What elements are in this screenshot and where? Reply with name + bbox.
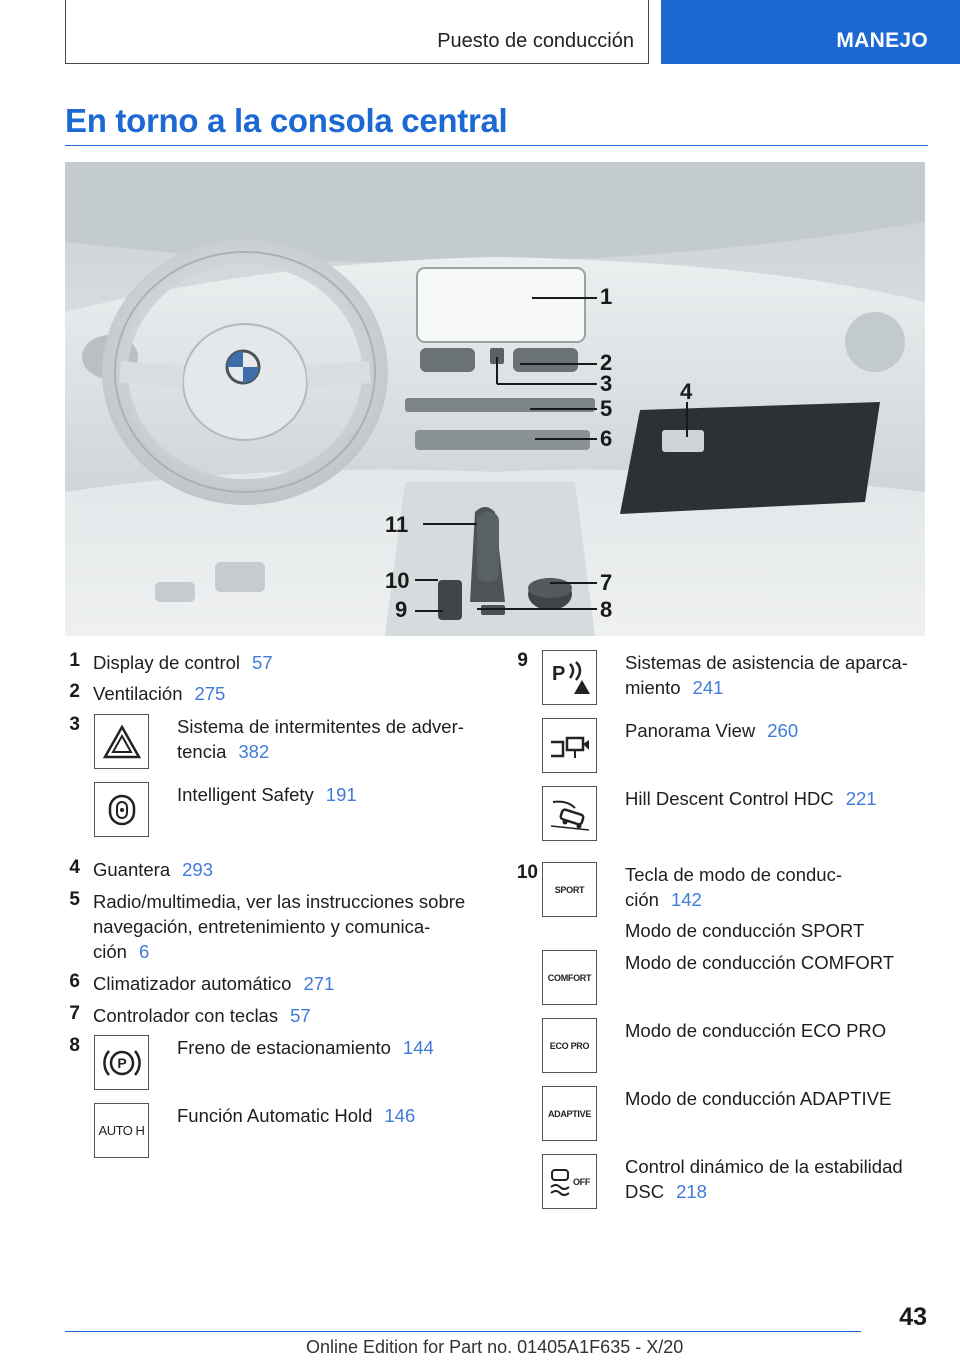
list-item-intelligent-safety (177, 782, 357, 807)
auto-h-icon (94, 1103, 149, 1158)
item-text-line: Radio/multimedia, ver las instrucciones sobre (93, 891, 466, 912)
item-number-6: 6 (69, 971, 80, 992)
page-link[interactable]: 144 (402, 1037, 434, 1058)
page-link[interactable]: 293 (182, 859, 214, 880)
page-link[interactable]: 142 (670, 889, 702, 910)
list-item-ventilation (93, 681, 225, 706)
list-item-controller (93, 1003, 311, 1028)
list-item-park-assist (625, 650, 908, 700)
item-number-7: 7 (69, 1003, 80, 1024)
callout-6: 6 (600, 426, 613, 451)
park-assist-icon (542, 650, 597, 705)
title-divider (65, 145, 928, 146)
list-item-panorama-view (625, 718, 798, 743)
footer-divider (65, 1331, 861, 1332)
page-link[interactable]: 146 (384, 1105, 416, 1126)
item-text: Freno de estacionamiento (177, 1037, 391, 1058)
item-text-line: miento (625, 677, 681, 698)
item-text: Modo de conducción COMFORT (625, 952, 895, 973)
dsc-off-icon (542, 1154, 597, 1209)
item-text: Intelligent Safety (177, 784, 314, 805)
item-text: Display de control (93, 652, 241, 673)
page-number: 43 (899, 1303, 927, 1331)
item-number-9: 9 (517, 650, 528, 671)
list-item-climate (93, 971, 334, 996)
page-link[interactable]: 271 (303, 973, 335, 994)
page-link[interactable]: 275 (194, 683, 226, 704)
intelligent-safety-icon (94, 782, 149, 837)
item-text: Hill Descent Control HDC (625, 788, 834, 809)
item-text: Ventilación (93, 683, 183, 704)
hill-descent-icon (542, 786, 597, 841)
header-chapter-tab[interactable] (661, 0, 960, 64)
list-item-comfort (625, 950, 894, 975)
item-text: Controlador con teclas (93, 1005, 279, 1026)
item-text-line: Control dinámico de la estabilidad (625, 1156, 903, 1177)
header-section-box (65, 0, 649, 64)
list-item-radio (93, 889, 465, 964)
callout-11: 11 (385, 512, 409, 537)
list-item-eco-pro (625, 1018, 886, 1043)
item-number-3: 3 (69, 714, 80, 735)
comfort-mode-icon-label: COMFORT (547, 972, 592, 983)
item-text-line: ción (625, 889, 659, 910)
item-text: Modo de conducción ADAPTIVE (625, 1088, 892, 1109)
page-title: En torno a la consola central (65, 102, 508, 139)
item-number-10: 10 (516, 862, 538, 883)
page-link[interactable]: 57 (290, 1005, 311, 1026)
callout-3: 3 (600, 371, 613, 396)
list-item-hazard (177, 714, 464, 764)
callout-2: 2 (600, 350, 613, 375)
page-link[interactable]: 382 (238, 741, 270, 762)
item-text-line: DSC (625, 1181, 665, 1202)
item-number-8: 8 (69, 1035, 80, 1056)
item-number-2: 2 (69, 681, 80, 702)
callout-10: 10 (385, 568, 410, 593)
callout-5: 5 (600, 396, 613, 421)
list-item-hill-descent (625, 786, 877, 811)
page-link[interactable]: 6 (138, 941, 150, 962)
page-link[interactable]: 221 (845, 788, 877, 809)
item-text-line: Sistemas de asistencia de aparca- (625, 652, 908, 673)
eco-pro-mode-icon (542, 1018, 597, 1073)
item-text-line: Tecla de modo de conduc- (625, 864, 842, 885)
item-number-1: 1 (69, 650, 80, 671)
page-link[interactable]: 191 (325, 784, 357, 805)
callout-8: 8 (600, 597, 613, 622)
page-link[interactable]: 218 (676, 1181, 707, 1202)
auto-h-icon-label: AUTO H (98, 1123, 145, 1138)
center-console-illustration (65, 162, 925, 636)
list-item-adaptive (625, 1086, 891, 1111)
item-text-line: ción (93, 941, 127, 962)
sport-mode-icon-label: SPORT (554, 884, 585, 895)
hazard-triangle-icon (94, 714, 149, 769)
eco-pro-mode-icon-label: ECO PRO (549, 1040, 590, 1051)
svg-text:P: P (116, 1054, 127, 1071)
list-item-glovebox (93, 857, 213, 882)
footer-edition: Online Edition for Part no. 01405A1F635 - X/20 (306, 1337, 684, 1357)
callout-4: 4 (680, 379, 693, 404)
item-number-4: 4 (69, 857, 80, 878)
panorama-view-icon (542, 718, 597, 773)
item-text: Función Automatic Hold (177, 1105, 373, 1126)
dsc-off-icon-label: OFF (572, 1176, 591, 1187)
list-item-display (93, 650, 273, 675)
header-section-title: Puesto de conducción (437, 30, 634, 52)
list-item-driving-mode (625, 862, 864, 943)
adaptive-mode-icon (542, 1086, 597, 1141)
item-subtext: Modo de conducción SPORT (625, 920, 865, 941)
header-chapter-label: MANEJO (836, 29, 928, 52)
list-item-parking-brake (177, 1035, 434, 1060)
item-text: Guantera (93, 859, 171, 880)
item-text: Modo de conducción ECO PRO (625, 1020, 887, 1041)
svg-text:P: P (551, 662, 565, 685)
item-text-line: navegación, entretenimiento y comunica- (93, 916, 431, 937)
callout-1: 1 (600, 284, 613, 309)
item-text: Panorama View (625, 720, 756, 741)
page-link[interactable]: 260 (767, 720, 799, 741)
callout-7: 7 (600, 570, 613, 595)
item-number-5: 5 (69, 889, 80, 910)
adaptive-mode-icon-label: ADAPTIVE (547, 1108, 592, 1119)
item-text: Climatizador automático (93, 973, 292, 994)
item-text-line: tencia (177, 741, 227, 762)
sport-mode-icon (542, 862, 597, 917)
parking-brake-icon (94, 1035, 149, 1090)
callout-9: 9 (395, 597, 408, 622)
item-text-line: Sistema de intermitentes de adver- (177, 716, 464, 737)
list-item-auto-hold (177, 1103, 415, 1128)
comfort-mode-icon (542, 950, 597, 1005)
page-link[interactable]: 57 (252, 652, 273, 673)
page-link[interactable]: 241 (692, 677, 724, 698)
list-item-dsc (625, 1154, 903, 1204)
